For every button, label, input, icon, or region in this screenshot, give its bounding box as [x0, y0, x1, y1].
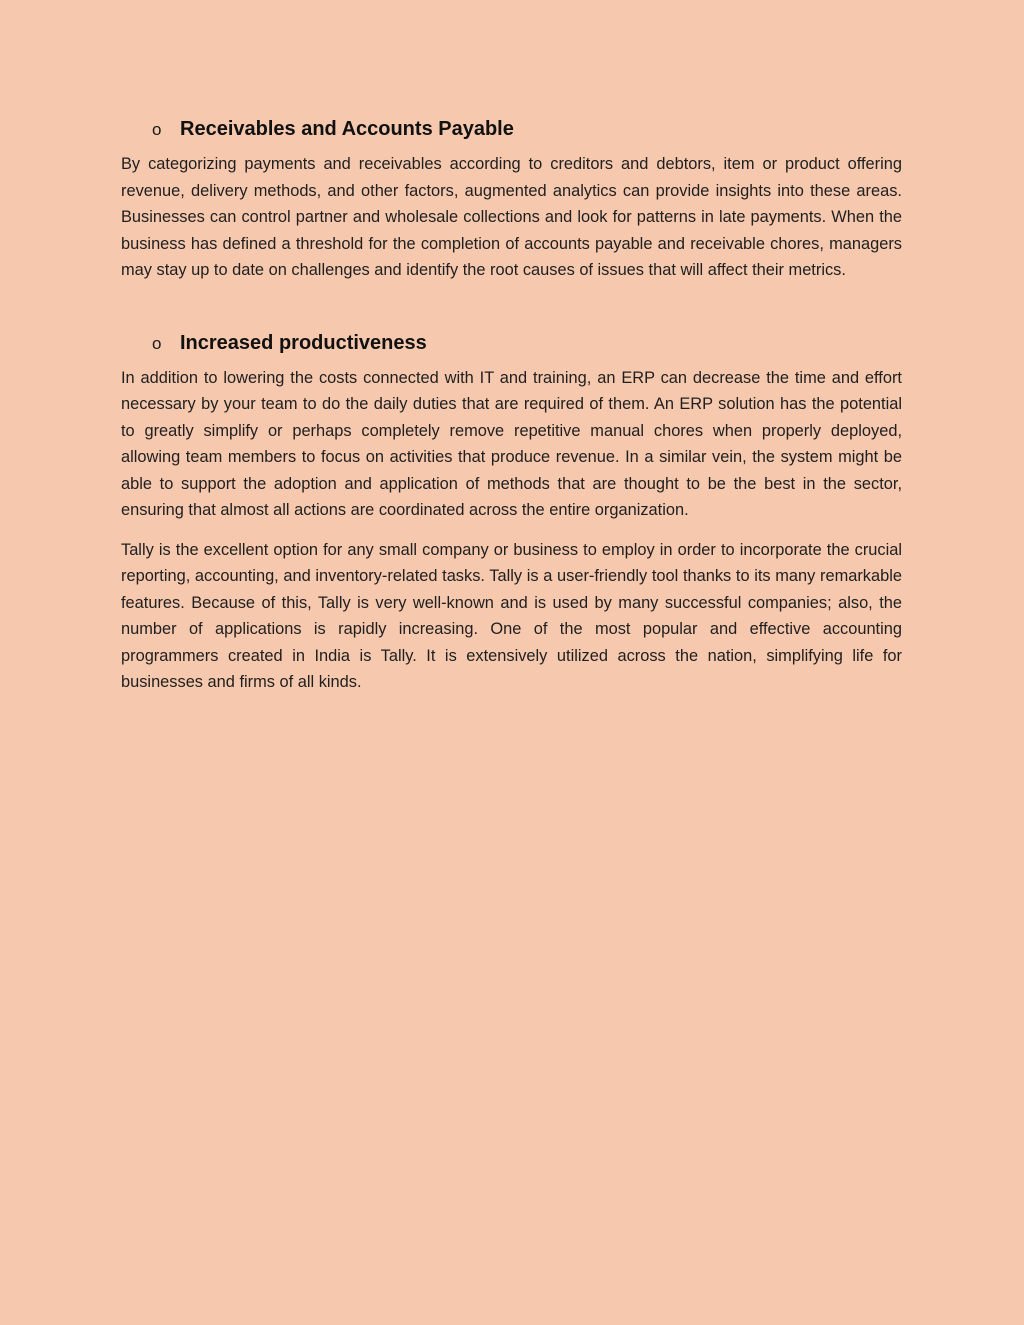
bullet-marker: o	[152, 120, 162, 139]
paragraph: In addition to lowering the costs connected with IT and training, an ERP can decrease the time and effort necessary by your team to do the daily duties that are required of them. An ERP solution has the potential to greatly simplify or perhaps completely remove repetitive manual chores when properly deployed, allowing team members to focus on activities that produce revenue. In a similar vein, the system might be able to support the adoption and application of methods that are thought to be the best in the sector, ensuring that almost all actions are coordinated across the entire organization.	[121, 368, 902, 519]
section-productiveness	[121, 332, 902, 696]
heading-productiveness: Increased productiveness	[180, 331, 427, 354]
section-receivables	[121, 118, 902, 284]
section-heading	[121, 118, 902, 141]
bullet-marker: o	[152, 333, 162, 353]
document-page	[121, 118, 902, 709]
heading-receivables: Receivables and Accounts Payable	[180, 118, 514, 140]
paragraph: Tally is the excellent option for any small company or business to employ in order to incorporate the crucial reporting, accounting, and inventory-related tasks. Tally is a user-friendly tool thanks to its many remarkable features. Because of this, Tally is very well-known and is used by many successful companies; also, the number of applications is rapidly increasing. One of the most popular and effective accounting programmers created in India is Tally. It is extensively utilized across the nation, simplifying life for businesses and firms of all kinds.	[121, 540, 902, 691]
paragraph: By categorizing payments and receivables according to creditors and debtors, item or product offering revenue, delivery methods, and other factors, augmented analytics can provide insights into these areas. Businesses can control partner and wholesale collections and look for patterns in late payments. When the business has defined a threshold for the completion of accounts payable and receivable chores, managers may stay up to date on challenges and identify the root causes of issues that will affect their metrics.	[121, 155, 902, 279]
section-heading	[121, 332, 902, 355]
